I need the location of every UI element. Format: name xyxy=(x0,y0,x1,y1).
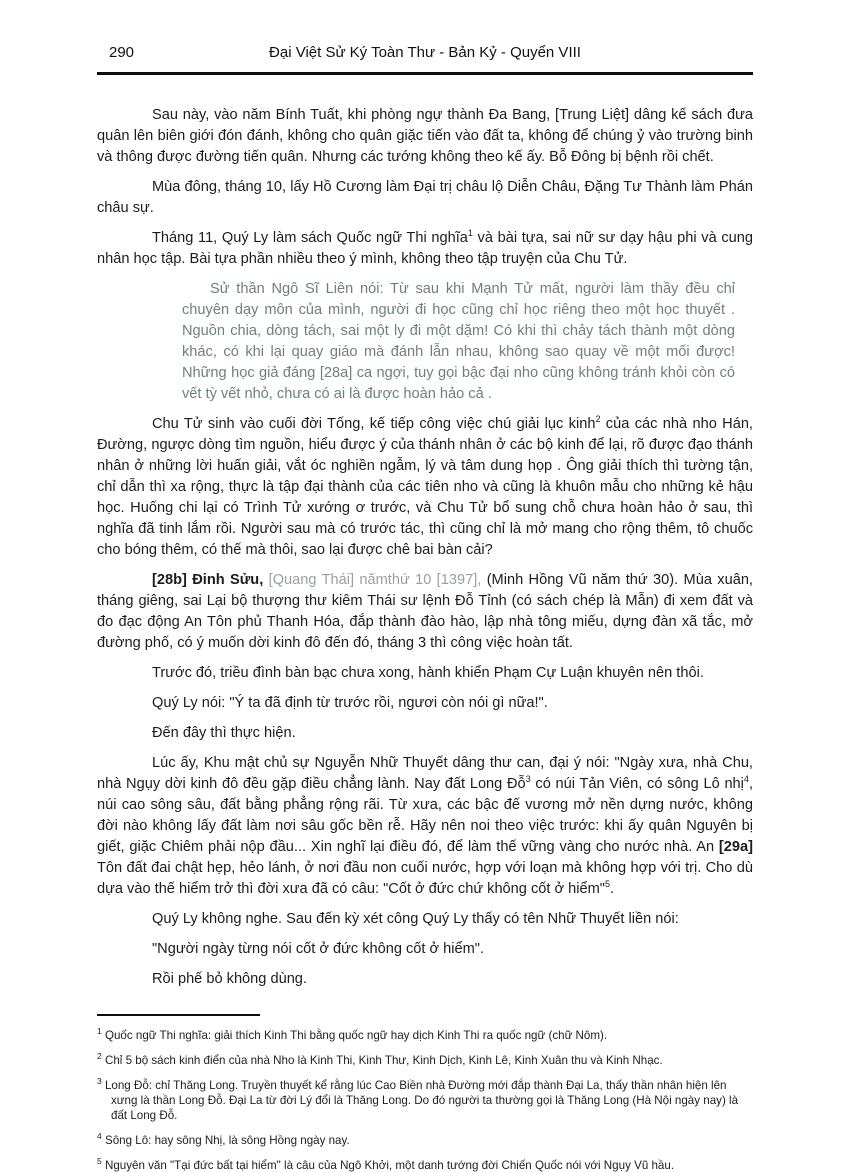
body-paragraph xyxy=(97,909,753,930)
footnote: $^3$ Long Đỗ: chỉ Thăng Long. Truyền thuyết kể rằng lúc Cao Biền nhà Đường mới đắp thành Đại La, thấy thần nhân hiện lên xưng là thần Long Đỗ. Đại La từ đời Lý đổi là Thăng Long. Do đó người ta thường gọi là Thăng Long (Hà Nội ngày nay) là đất Long Đỗ. xyxy=(97,1076,739,1122)
text-segment: có núi Tản Viên, có sông Lô nhị xyxy=(530,776,744,792)
page-body xyxy=(97,105,753,990)
text-segment: Mùa đông, tháng 10, lấy Hồ Cương làm Đại trị châu lộ Diễn Châu, Đặng Tư Thành làm Phán châu sự. xyxy=(97,179,753,216)
text-segment: Rồi phế bỏ không dùng. xyxy=(152,971,307,987)
body-paragraph xyxy=(97,693,753,714)
footnote-number: 2 xyxy=(97,1051,102,1062)
text-segment: và bài tựa, sai nữ sư dạy hậu phi và cung nhân học tập. Bài tựa phần nhiều theo ý mình, không theo tập truyện của Chu Tử. xyxy=(97,230,753,267)
footnote-list xyxy=(97,1028,753,1173)
footnote-reference: 2 xyxy=(595,414,601,425)
footnotes-section xyxy=(97,1014,753,1173)
text-segment: Chu Tử sinh vào cuối đời Tống, kế tiếp công việc chú giải lục kinh xyxy=(152,416,596,432)
text-segment: "Người ngày từng nói cốt ở đức không cốt ở hiểm". xyxy=(152,941,485,957)
text-segment: Tôn đất đai chật hẹp, hẻo lánh, ở nơi đầu non cuối nước, hợp với loạn mà không hợp với trị. Cho dù dựa vào thế hiểm trở thì đời xưa đã có câu: "Cốt ở đức chứ không cốt ở hiểm" xyxy=(97,860,753,897)
text-segment: Quý Ly nói: "Ý ta đã định từ trước rồi, ngươi còn nói gì nữa!". xyxy=(152,695,548,711)
footnote-number: 1 xyxy=(97,1026,102,1037)
text-segment: (Minh Hồng Vũ năm thứ 30). Mùa xuân, tháng giêng, sai Lại bộ thượng thư kiêm Thái sư lệnh Đỗ Tỉnh (có sách chép là Mẫn) đi xem đất và đo đạc động An Tôn phủ Thanh Hóa, đắp thành đào hào, lập nhà tông miếu, dựng đàn xã tắc, mở đường phố, có ý muốn dời kinh đô đến đó, tháng 3 thì công việc hoàn tất. xyxy=(97,572,753,651)
footnote-reference: 5 xyxy=(604,879,610,890)
text-segment: [Quang Thái] nămthứ 10 [1397], xyxy=(268,572,487,588)
text-segment: Tháng 11, Quý Ly làm sách Quốc ngữ Thi nghĩa xyxy=(152,230,468,246)
text-segment: Sử thần Ngô Sĩ Liên nói: Từ sau khi Mạnh Tử mất, người làm thầy đều chỉ chuyên dạy môn của mình, người đi học cũng chỉ học riêng theo một học thuyết . Nguồn chia, dòng tách, sai một ly đi một dặm! Có khi thì chảy tách thành một dòng khác, có khi lại quay giáo mà đánh lẫn nhau, không sao quay về một mối được! Những học giả đáng [28a] ca ngợi, tuy gọi bậc đại nho cũng không tránh khỏi còn có vết tỳ vết nhỏ, chưa có ai là được hoàn hảo cả . xyxy=(182,281,735,402)
footnote-reference: 4 xyxy=(743,774,749,785)
page-number: 290 xyxy=(109,44,135,61)
footnote-rule xyxy=(97,1014,260,1016)
body-paragraph xyxy=(97,939,753,960)
page-title: Đại Việt Sử Ký Toàn Thư - Bản Kỷ - Quyển VIII xyxy=(269,44,581,61)
footnote: $^1$ Quốc ngữ Thi nghĩa: giải thích Kinh Thi bằng quốc ngữ hay dịch Kinh Thi ra quốc ngữ (chữ Nôm). xyxy=(97,1026,608,1042)
body-paragraph xyxy=(97,753,753,900)
commentary-paragraph xyxy=(182,279,735,405)
footnote-number: 5 xyxy=(97,1156,102,1167)
body-paragraph xyxy=(97,177,753,219)
footnote-reference: 3 xyxy=(525,774,531,785)
body-paragraph xyxy=(97,228,753,270)
body-paragraph xyxy=(97,969,753,990)
body-paragraph xyxy=(97,723,753,744)
body-paragraph xyxy=(97,570,753,654)
body-paragraph xyxy=(97,663,753,684)
text-segment: Trước đó, triều đình bàn bạc chưa xong, hành khiển Phạm Cự Luận khuyên nên thôi. xyxy=(152,665,704,681)
page-header xyxy=(97,44,753,68)
text-segment: , núi cao sông sâu, đất bằng phẳng rộng rãi. Từ xưa, các bậc đế vương mở nền dựng nước, không đời nào không lấy đất làm nơi sâu gốc bền rễ. Hãy nên noi theo việc trước: khi ấy quân Nguyên bị giết, giặc Chiêm phải nộp đầu... Xin nghĩ lại điều đó, để làm thế vững vàng cho nước nhà. An xyxy=(97,776,753,855)
footnote: $^5$ Nguyên văn "Tại đức bất tại hiểm" là câu của Ngô Khởi, một danh tướng đời Chiến Quốc nói với Ngụy Vũ hầu. xyxy=(97,1156,675,1172)
text-segment: của các nhà nho Hán, Đường, ngược dòng tìm nguồn, hiểu được ý của thánh nhân ở các bộ kinh để lại, rõ được đạo thánh nhân ở những lời huấn giải, vắt óc nghiền ngẫm, lý và tâm dung họp . Ông giải thích thì tường tận, chỉ dẫn thì xa rộng, thực là tập đại thành của các tiên nho và cũng là khuôn mẫu cho những kẻ hậu học. Huống chi lại có Trình Tử xướng ơ trước, và Chu Tử bổ sung chỗ chưa hoàn hảo ở sau, thì nghĩa đã tinh lắm rồi. Người sau mà có trước tác, thì cũng chỉ là mở mang cho rộng thêm, tô chuốc cho bóng thêm, có thế mà thôi, sao lại được chê bai bàn cải? xyxy=(97,416,753,558)
footnote-reference: 1 xyxy=(467,228,473,239)
footnote: $^4$ Sông Lô: hay sông Nhị, là sông Hồng ngày nay. xyxy=(97,1131,350,1147)
footnote: $^2$ Chỉ 5 bộ sách kinh điển của nhà Nho là Kinh Thi, Kinh Thư, Kinh Dịch, Kinh Lê, Kinh Xuân thu và Kinh Nhạc. xyxy=(97,1051,663,1067)
text-segment: . xyxy=(609,881,615,897)
body-paragraph xyxy=(97,105,753,168)
header-rule xyxy=(97,72,753,75)
footnote-number: 4 xyxy=(97,1131,102,1142)
text-segment: Sau này, vào năm Bính Tuất, khi phòng ngự thành Đa Bang, [Trung Liệt] dâng kế sách đưa quân lên biên giới đón đánh, không cho quân giặc tiến vào đất ta, không để chúng ỷ vào trường binh và thông được đường tiến quân. Nhưng các tướng không theo kế ấy. Bỗ Đông bị bệnh rồi chết. xyxy=(97,107,753,165)
text-segment: [28b] Đinh Sửu, xyxy=(152,572,269,588)
text-segment: Quý Ly không nghe. Sau đến kỳ xét công Quý Ly thấy có tên Nhữ Thuyết liền nói: xyxy=(152,911,679,927)
text-segment: Lúc ấy, Khu mật chủ sự Nguyễn Nhữ Thuyết dâng thư can, đại ý nói: "Ngày xưa, nhà Chu, nhà Ngụy dời kinh đô đều gặp điều chẳng lành. Nay đất Long Đỗ xyxy=(97,755,753,792)
text-segment: [29a] xyxy=(718,839,753,855)
footnote-number: 3 xyxy=(97,1076,102,1087)
text-segment: Đến đây thì thực hiện. xyxy=(152,725,296,741)
body-paragraph xyxy=(97,414,753,561)
